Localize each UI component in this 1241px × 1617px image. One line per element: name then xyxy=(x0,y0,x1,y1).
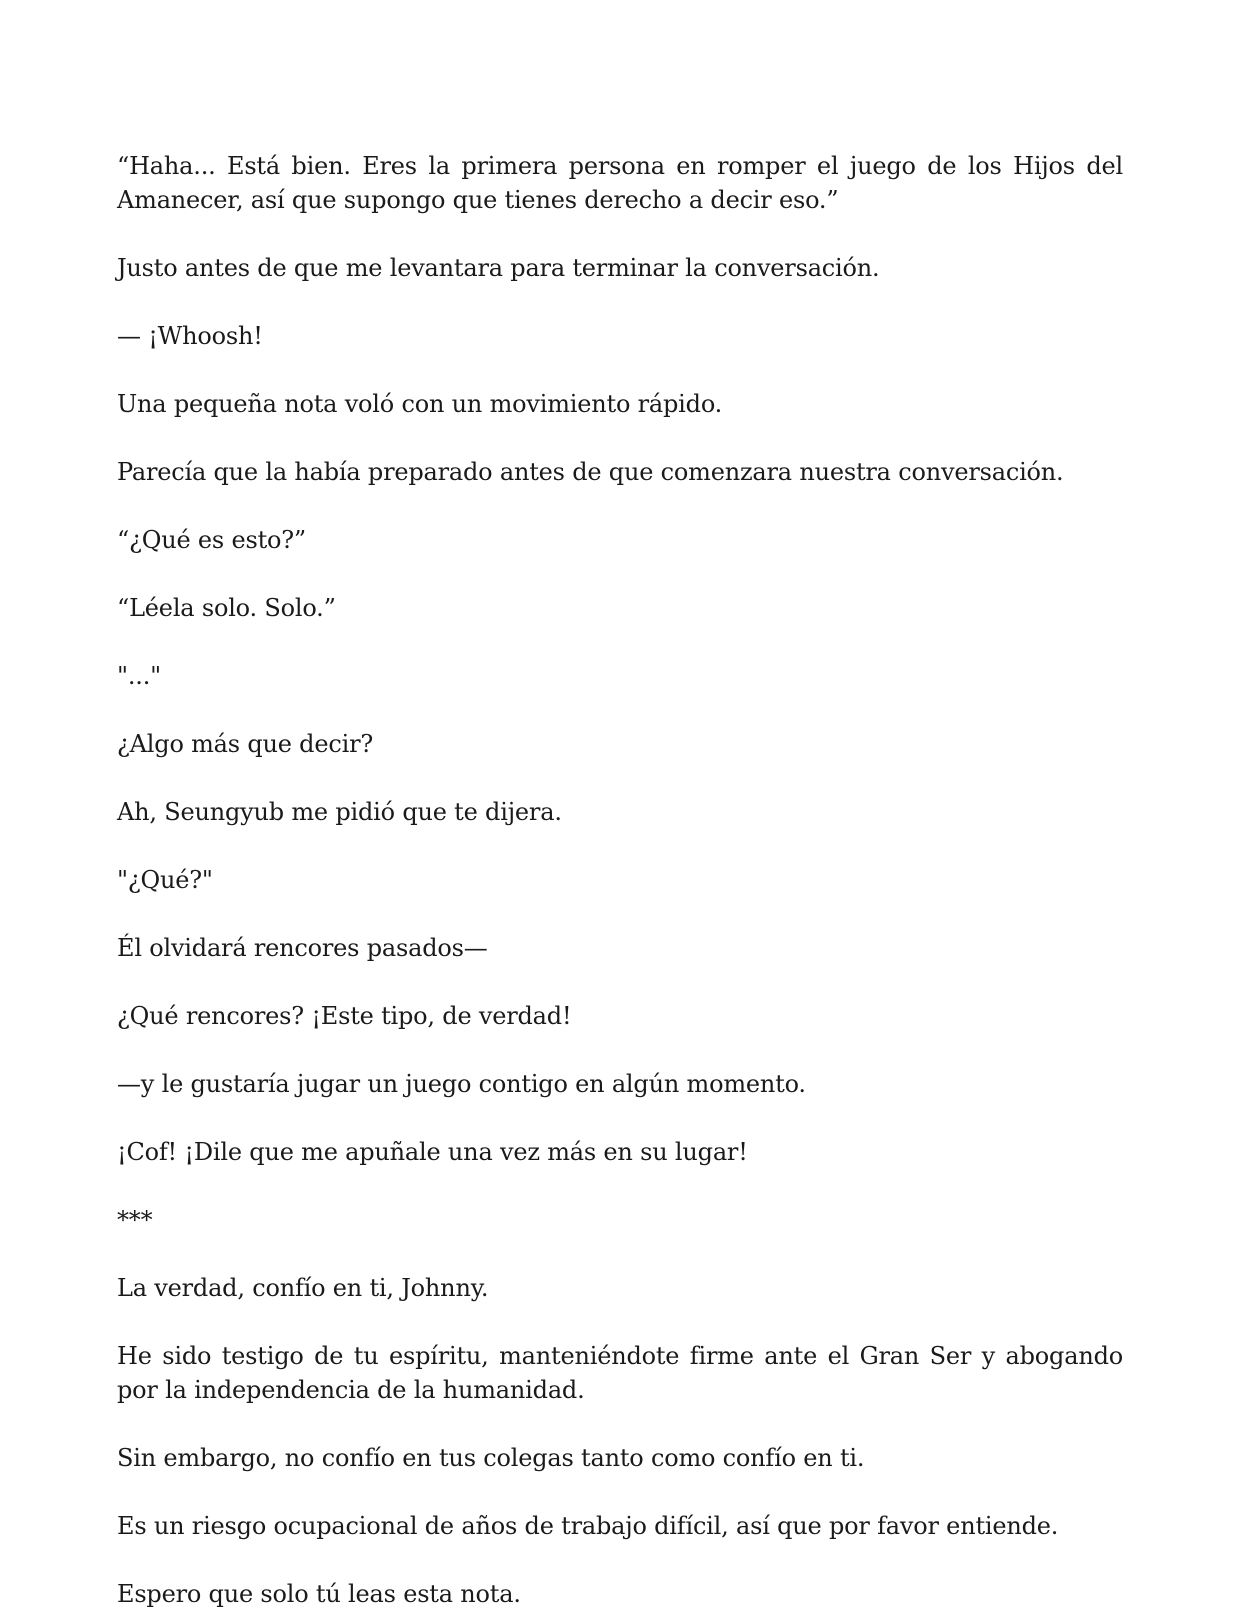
section-separator: *** xyxy=(117,1206,153,1234)
paragraph-8: "..." xyxy=(117,662,161,690)
paragraph-17: He sido testigo de tu espíritu, manteniéndote firme ante el Gran Ser y abogando por la independencia de la humanidad. xyxy=(117,1342,1123,1404)
paragraph-14: —y le gustaría jugar un juego contigo en algún momento. xyxy=(117,1070,806,1098)
paragraph-9: ¿Algo más que decir? xyxy=(117,730,374,758)
paragraph-6: “¿Qué es esto?” xyxy=(117,526,307,554)
paragraph-13: ¿Qué rencores? ¡Este tipo, de verdad! xyxy=(117,1002,572,1030)
paragraph-11: "¿Qué?" xyxy=(117,866,213,894)
paragraph-18: Sin embargo, no confío en tus colegas tanto como confío en ti. xyxy=(117,1444,865,1472)
paragraph-7: “Léela solo. Solo.” xyxy=(117,594,336,622)
paragraph-5: Parecía que la había preparado antes de que comenzara nuestra conversación. xyxy=(117,458,1064,486)
paragraph-12: Él olvidará rencores pasados— xyxy=(117,934,488,962)
document-body xyxy=(117,149,1123,1617)
paragraph-3: — ¡Whoosh! xyxy=(117,322,263,350)
paragraph-16: La verdad, confío en ti, Johnny. xyxy=(117,1274,489,1302)
paragraph-20: Espero que solo tú leas esta nota. xyxy=(117,1580,521,1608)
paragraph-10: Ah, Seungyub me pidió que te dijera. xyxy=(117,798,562,826)
paragraph-1: “Haha... Está bien. Eres la primera persona en romper el juego de los Hijos del Amanecer, así que supongo que tienes derecho a decir eso.” xyxy=(117,152,1123,214)
paragraph-4: Una pequeña nota voló con un movimiento rápido. xyxy=(117,390,723,418)
paragraph-15: ¡Cof! ¡Dile que me apuñale una vez más en su lugar! xyxy=(117,1138,748,1166)
paragraph-2: Justo antes de que me levantara para terminar la conversación. xyxy=(117,254,880,282)
paragraph-19: Es un riesgo ocupacional de años de trabajo difícil, así que por favor entiende. xyxy=(117,1512,1059,1540)
